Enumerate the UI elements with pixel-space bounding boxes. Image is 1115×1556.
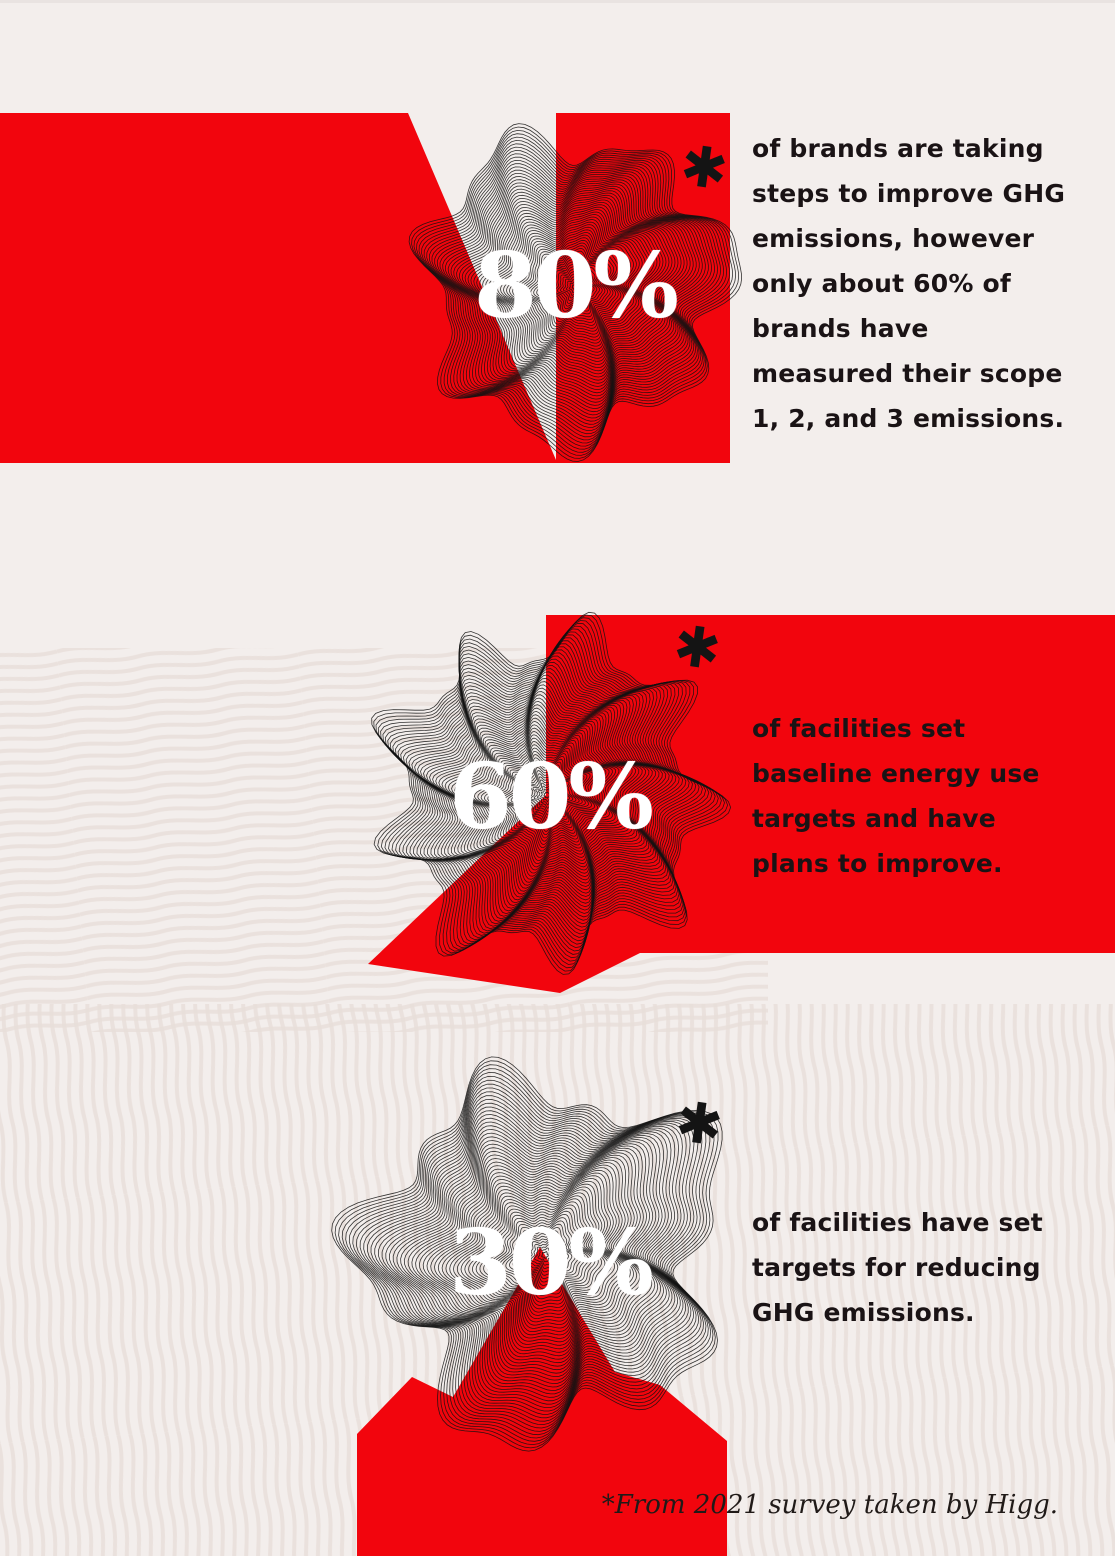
copy-line: brands have (752, 314, 929, 343)
stat-copy-30 (752, 1200, 1043, 1335)
source-footnote: *From 2021 survey taken by Higg. (601, 1490, 1058, 1520)
stat-copy-80 (752, 126, 1065, 441)
copy-line: of facilities have set (752, 1208, 1043, 1237)
copy-line: baseline energy use (752, 759, 1040, 788)
top-edge-line (0, 0, 1115, 3)
stat-percent-30: 30% (449, 1209, 651, 1316)
copy-line: of facilities set (752, 714, 966, 743)
copy-line: measured their scope (752, 359, 1063, 388)
copy-line: only about 60% of (752, 269, 1011, 298)
copy-line: GHG emissions. (752, 1298, 975, 1327)
copy-line: targets for reducing (752, 1253, 1041, 1282)
copy-line: plans to improve. (752, 849, 1003, 878)
copy-line: targets and have (752, 804, 996, 833)
stat-percent-60: 60% (449, 743, 651, 850)
copy-line: steps to improve GHG (752, 179, 1066, 208)
copy-line: emissions, however (752, 224, 1035, 253)
copy-line: 1, 2, and 3 emissions. (752, 404, 1065, 433)
footnote-asterisk-icon: ✱ (676, 132, 732, 204)
footnote-asterisk-icon: ✱ (671, 1088, 727, 1160)
stat-copy-60 (752, 706, 1040, 886)
stat-percent-80: 80% (474, 232, 676, 339)
copy-line: of brands are taking (752, 134, 1044, 163)
footnote-asterisk-icon: ✱ (669, 612, 725, 684)
